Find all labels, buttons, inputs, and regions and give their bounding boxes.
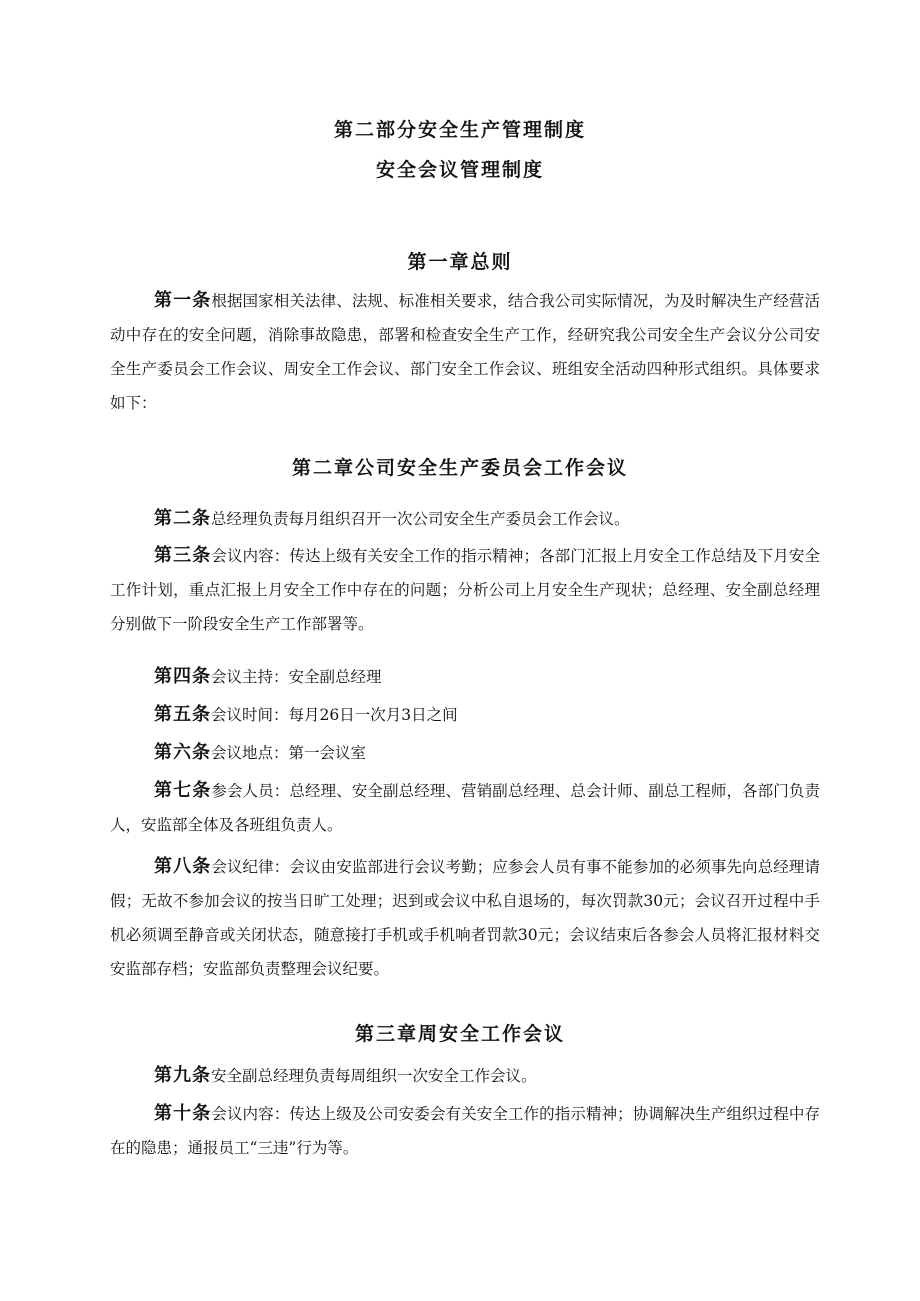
article-1 (110, 284, 820, 420)
article-number: 第三条 (154, 545, 212, 566)
article-8 (110, 850, 820, 986)
article-number: 第十条 (154, 1103, 212, 1124)
chapter-title: 第二章公司安全生产委员会工作会议 (291, 457, 628, 479)
article-text: 总经理负责每月组织召开一次公司安全生产委员会工作会议。 (211, 510, 630, 528)
article-number: 第七条 (154, 780, 212, 801)
article-7 (110, 774, 820, 842)
document-title: 安全会议管理制度 (375, 159, 544, 181)
article-number: 第一条 (154, 290, 212, 311)
article-number: 第四条 (154, 666, 211, 687)
article-number: 第八条 (154, 856, 212, 877)
article-text: 参会人员：总经理、安全副总经理、营销副总经理、总会计师、副总工程师，各部门负责人，安监部全体及各班组负责人。 (110, 782, 820, 834)
article-text: 会议纪律：会议由安监部进行会议考勤；应参会人员有事不能参加的必须事先向总经理请假；无故不参加会议的按当日旷工处理；迟到或会议中私自退场的，每次罚款30元；会议召开过程中手机必须调至静音或关闭状态，随意接打手机或手机响者罚款30元；会议结束后各参会人员将汇报材料交安监部存档；安监部负责整理会议纪要。 (110, 858, 820, 978)
article-text: 会议时间：每月26日一次月3日之间 (211, 706, 458, 724)
article-5 (110, 698, 820, 732)
article-2 (110, 502, 820, 536)
article-number: 第九条 (154, 1065, 211, 1086)
article-6 (110, 736, 820, 770)
chapter-title: 第三章周安全工作会议 (354, 1023, 565, 1045)
chapter-title: 第一章总则 (407, 251, 513, 273)
article-number: 第二条 (154, 508, 211, 529)
article-4 (110, 660, 820, 694)
article-text: 安全副总经理负责每周组织一次安全工作会议。 (211, 1067, 537, 1085)
article-number: 第五条 (154, 704, 211, 725)
article-number: 第六条 (154, 742, 211, 763)
article-text: 根据国家相关法律、法规、标准相关要求，结合我公司实际情况，为及时解决生产经营活动中存在的安全问题，消除事故隐患，部署和检查安全生产工作，经研究我公司安全生产会议分公司安全生产委员会工作会议、周安全工作会议、部门安全工作会议、班组安全活动四种形式组织。具体要求如下： (110, 292, 820, 412)
article-9 (110, 1059, 820, 1093)
article-text: 会议主持：安全副总经理 (211, 668, 382, 686)
article-text: 会议内容：传达上级有关安全工作的指示精神；各部门汇报上月安全工作总结及下月安全工作计划，重点汇报上月安全工作中存在的问题；分析公司上月安全生产现状；总经理、安全副总经理分别做下一阶段安全生产工作部署等。 (110, 547, 820, 633)
article-text: 会议地点：第一会议室 (211, 744, 367, 762)
part-title: 第二部分安全生产管理制度 (333, 119, 586, 141)
article-3 (110, 539, 820, 641)
article-10 (110, 1097, 820, 1165)
article-text: 会议内容：传达上级及公司安委会有关安全工作的指示精神；协调解决生产组织过程中存在的隐患；通报员工“三违”行为等。 (110, 1105, 820, 1157)
